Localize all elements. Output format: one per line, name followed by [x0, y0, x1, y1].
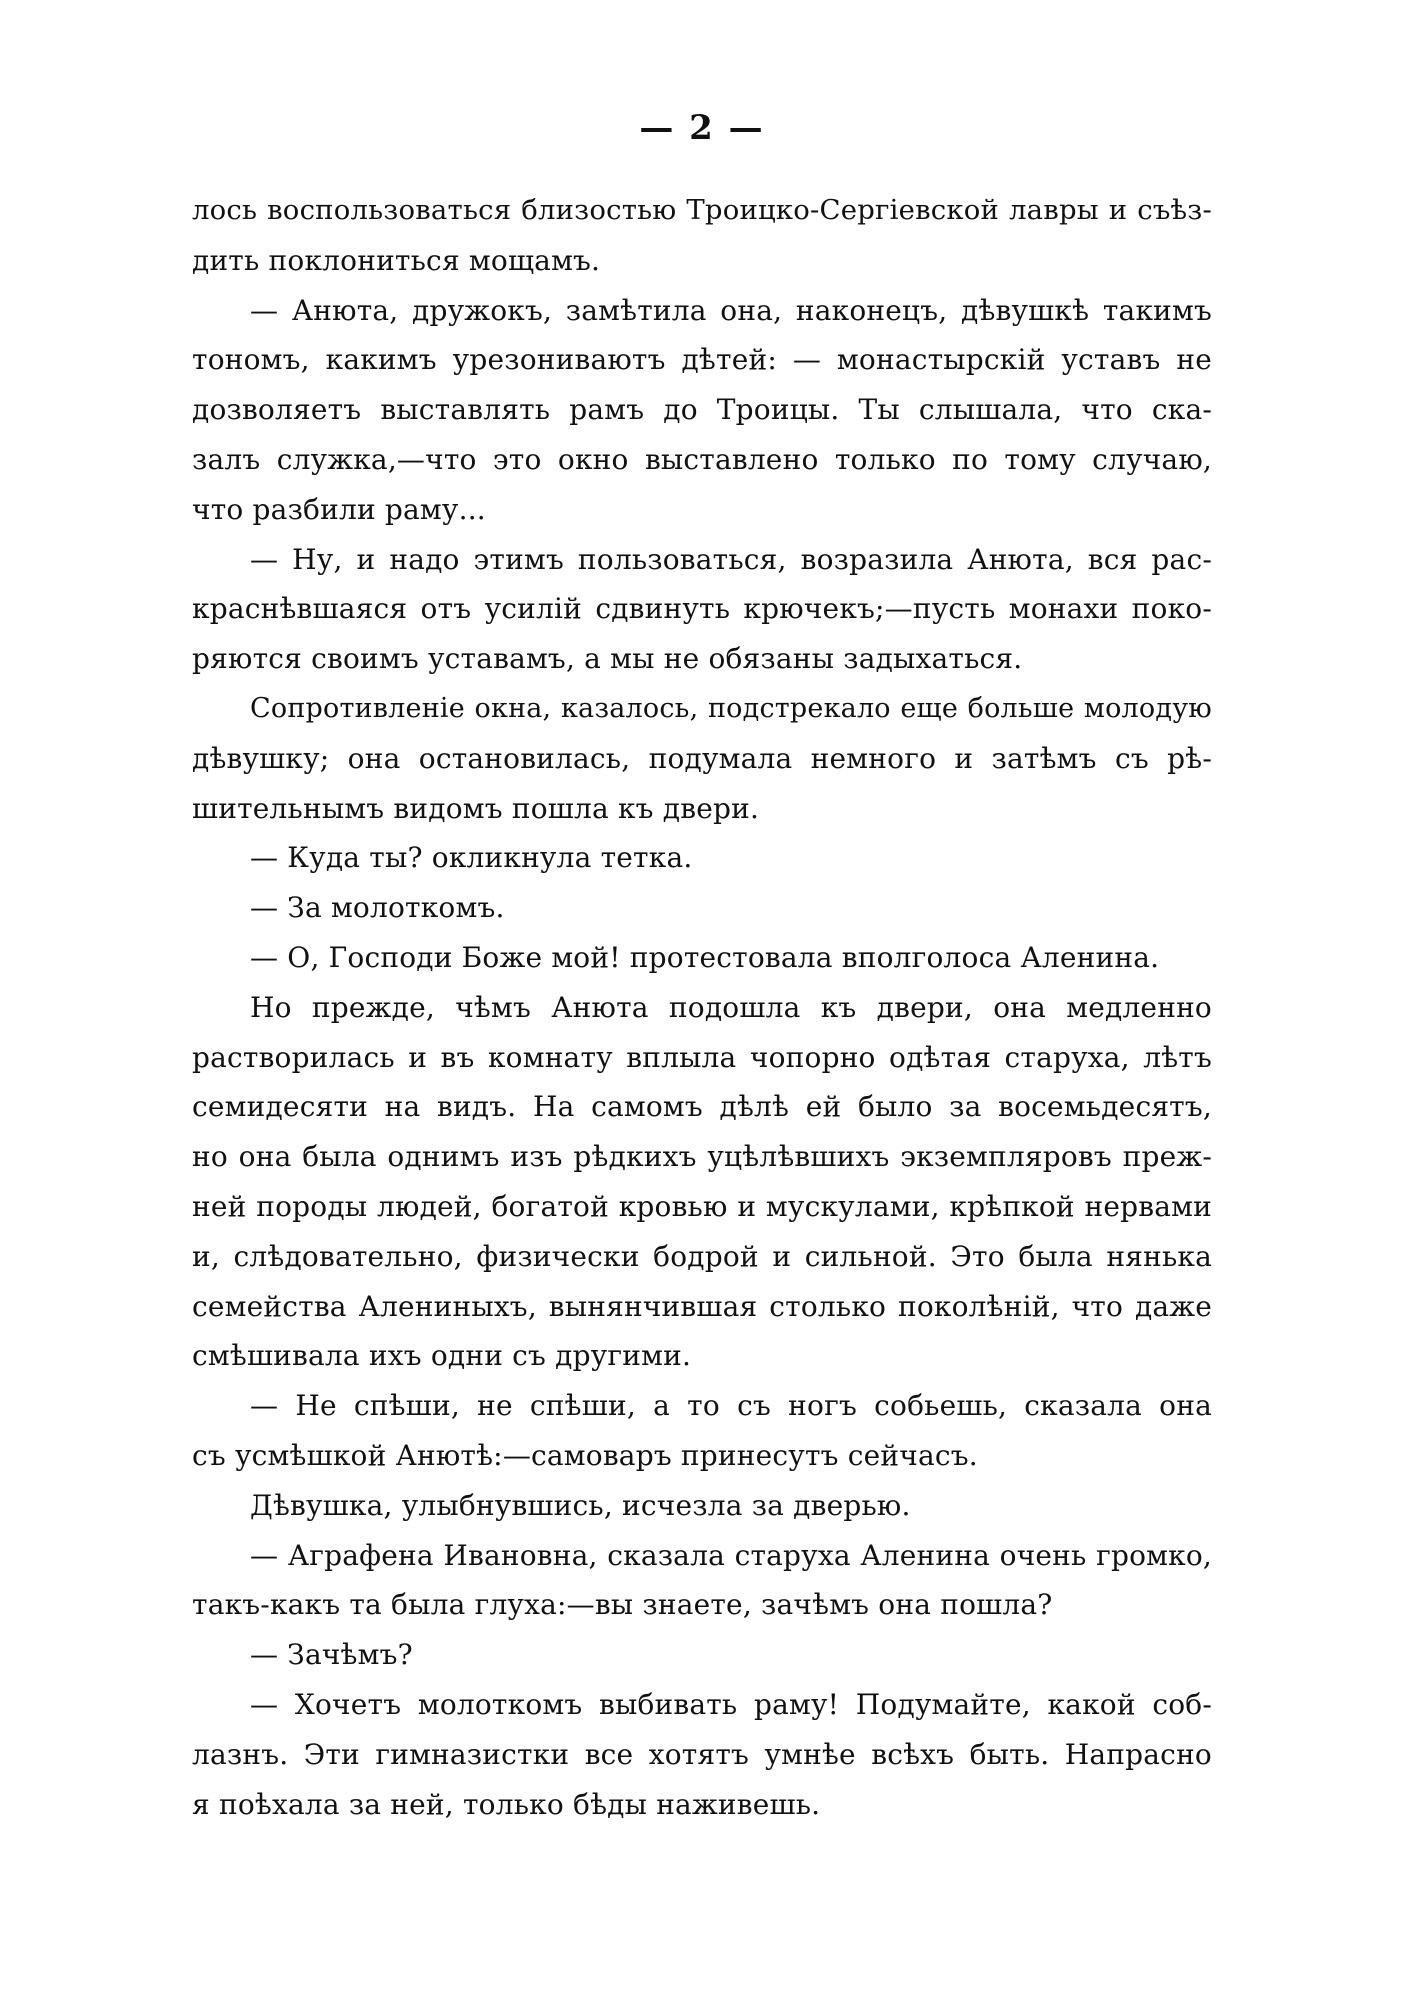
text-line: тономъ, какимъ урезониваютъ дѣтей: — монастырскій уставъ не — [192, 343, 1212, 377]
text-line: Но прежде, чѣмъ Анюта подошла къ двери, она медленно — [250, 990, 1212, 1024]
text-line: — Зачѣмъ? — [250, 1638, 413, 1672]
text-line: — Анюта, дружокъ, замѣтила она, наконецъ, дѣвушкѣ такимъ — [250, 293, 1212, 327]
text-line: дить поклониться мощамъ. — [192, 243, 601, 277]
text-line: дѣвушку; она остановилась, подумала немного и затѣмъ съ рѣ- — [192, 741, 1212, 775]
text-line: Сопротивленіе окна, казалось, подстрекало еще больше молодую — [250, 692, 1212, 724]
text-line: Дѣвушка, улыбнувшись, исчезла за дверью. — [250, 1488, 911, 1522]
text-line: такъ-какъ та была глуха:—вы знаете, зачѣмъ она пошла? — [192, 1588, 1053, 1622]
text-line: съ усмѣшкой Анютѣ:—самоваръ принесутъ сейчасъ. — [192, 1438, 978, 1472]
text-line: залъ служка,—что это окно выставлено только по тому случаю, — [192, 442, 1212, 476]
text-line: лазнъ. Эти гимназистки все хотятъ умнѣе всѣхъ быть. Напрасно — [192, 1737, 1212, 1771]
text-line: и, слѣдовательно, физически бодрой и сильной. Это была нянька — [192, 1239, 1212, 1273]
text-line: я поѣхала за ней, только бѣды наживешь. — [192, 1787, 821, 1821]
text-line: дозволяетъ выставлять рамъ до Троицы. Ты слышала, что ска- — [192, 393, 1212, 427]
text-line: что разбили раму... — [192, 492, 486, 526]
text-line: — Куда ты? окликнула тетка. — [250, 841, 693, 875]
text-line: — О, Господи Боже мой! протестовала вполголоса Аленина. — [250, 940, 1160, 974]
body-text — [192, 186, 1212, 1829]
text-line: краснѣвшаяся отъ усилій сдвинуть крючекъ;—пусть монахи поко- — [192, 592, 1212, 626]
text-line: семидесяти на видъ. На самомъ дѣлѣ ей было за восемьдесятъ, — [192, 1090, 1212, 1124]
text-line: лось воспользоваться близостью Троицко-Сергіевской лавры и съѣз- — [192, 194, 1212, 226]
text-line: ней породы людей, богатой кровью и мускулами, крѣпкой нервами — [192, 1189, 1212, 1223]
text-line: — Ну, и надо этимъ пользоваться, возразила Анюта, вся рас- — [250, 542, 1212, 576]
text-line: смѣшивала ихъ одни съ другими. — [192, 1339, 692, 1373]
text-line: семейства Алениныхъ, вынянчившая столько поколѣній, что даже — [192, 1289, 1212, 1323]
text-line: — Хочетъ молоткомъ выбивать раму! Подумайте, какой соб- — [250, 1687, 1212, 1721]
text-line: — Аграфена Ивановна, сказала старуха Аленина очень громко, — [250, 1538, 1212, 1572]
text-line: — Не спѣши, не спѣши, а то съ ногъ собьешь, сказала она — [250, 1389, 1212, 1423]
text-line: ряются своимъ уставамъ, а мы не обязаны задыхаться. — [192, 642, 1023, 676]
text-line: растворилась и въ комнату вплыла чопорно одѣтая старуха, лѣтъ — [192, 1040, 1212, 1074]
text-line: шительнымъ видомъ пошла къ двери. — [192, 791, 760, 825]
page-number: — 2 — — [639, 108, 765, 148]
text-line: но она была однимъ изъ рѣдкихъ уцѣлѣвшихъ экземпляровъ преж- — [192, 1140, 1212, 1174]
text-line: — За молоткомъ. — [250, 891, 505, 925]
